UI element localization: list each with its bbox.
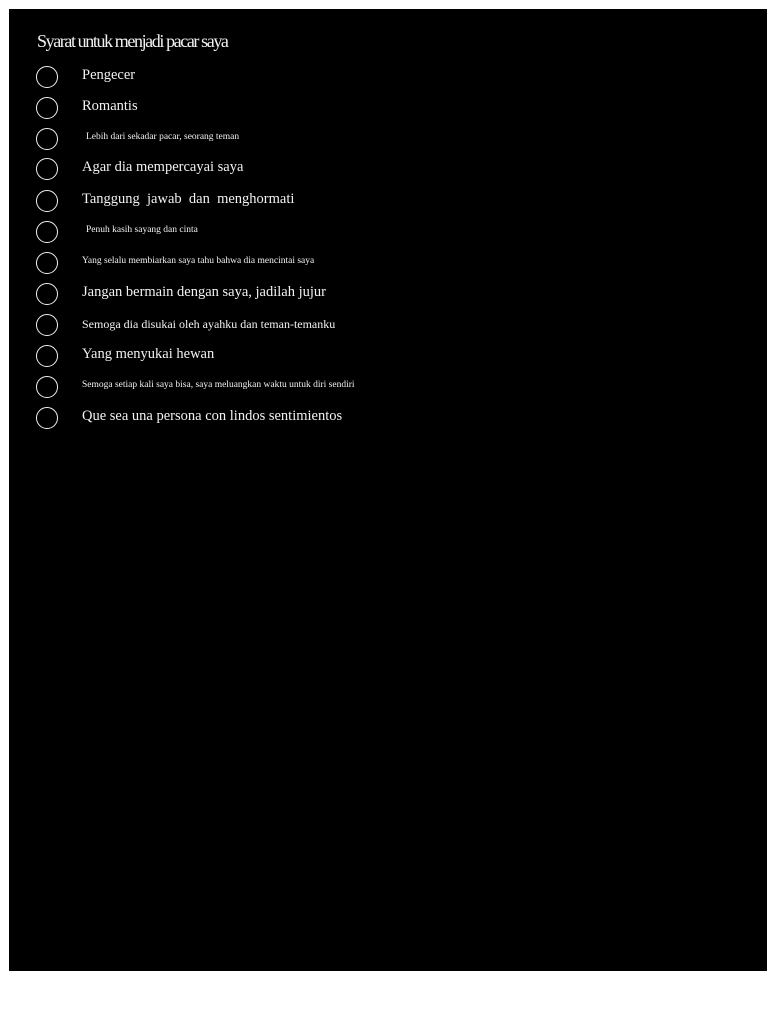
item-label: Jangan bermain dengan saya, jadilah jujur	[82, 284, 327, 300]
checkbox-circle[interactable]	[36, 158, 58, 180]
checkbox-circle[interactable]	[36, 345, 58, 367]
checklist-item	[35, 252, 735, 278]
checklist-item	[35, 66, 735, 92]
item-label: Agar dia mempercayai saya	[82, 159, 244, 175]
item-label: Semoga setiap kali saya bisa, saya meluangkan waktu untuk diri sendiri	[82, 380, 355, 390]
checklist-item	[35, 97, 735, 123]
item-label: Semoga dia disukai oleh ayahku dan teman-temanku	[82, 317, 336, 331]
item-label: Que sea una persona con lindos sentimientos	[82, 408, 343, 424]
checkbox-circle[interactable]	[36, 128, 58, 150]
checkbox-circle[interactable]	[36, 252, 58, 274]
checklist-item	[35, 345, 735, 371]
item-label: Yang menyukai hewan	[82, 346, 215, 362]
page-title: Syarat untuk menjadi pacar saya	[37, 31, 228, 51]
checklist-item	[35, 314, 735, 340]
checkbox-circle[interactable]	[36, 97, 58, 119]
item-label: Pengecer	[82, 67, 136, 83]
item-label: Yang selalu membiarkan saya tahu bahwa dia mencintai saya	[82, 256, 315, 266]
checkbox-circle[interactable]	[36, 407, 58, 429]
item-label: Penuh kasih sayang dan cinta	[86, 225, 198, 235]
item-label: Lebih dari sekadar pacar, seorang teman	[86, 132, 240, 142]
checkbox-circle[interactable]	[36, 314, 58, 336]
checkbox-circle[interactable]	[36, 66, 58, 88]
checkbox-circle[interactable]	[36, 376, 58, 398]
checklist-item	[35, 190, 735, 216]
checkbox-circle[interactable]	[36, 190, 58, 212]
checklist-item	[35, 283, 735, 309]
checklist-page	[9, 9, 767, 971]
item-label: Tanggung jawab dan menghormati	[82, 191, 295, 207]
item-label: Romantis	[82, 98, 138, 114]
checklist-item	[35, 376, 735, 402]
checkbox-circle[interactable]	[36, 283, 58, 305]
checklist-item	[35, 221, 735, 247]
checklist-item	[35, 158, 735, 184]
checklist-item	[35, 128, 735, 154]
checklist-item	[35, 407, 735, 433]
checkbox-circle[interactable]	[36, 221, 58, 243]
